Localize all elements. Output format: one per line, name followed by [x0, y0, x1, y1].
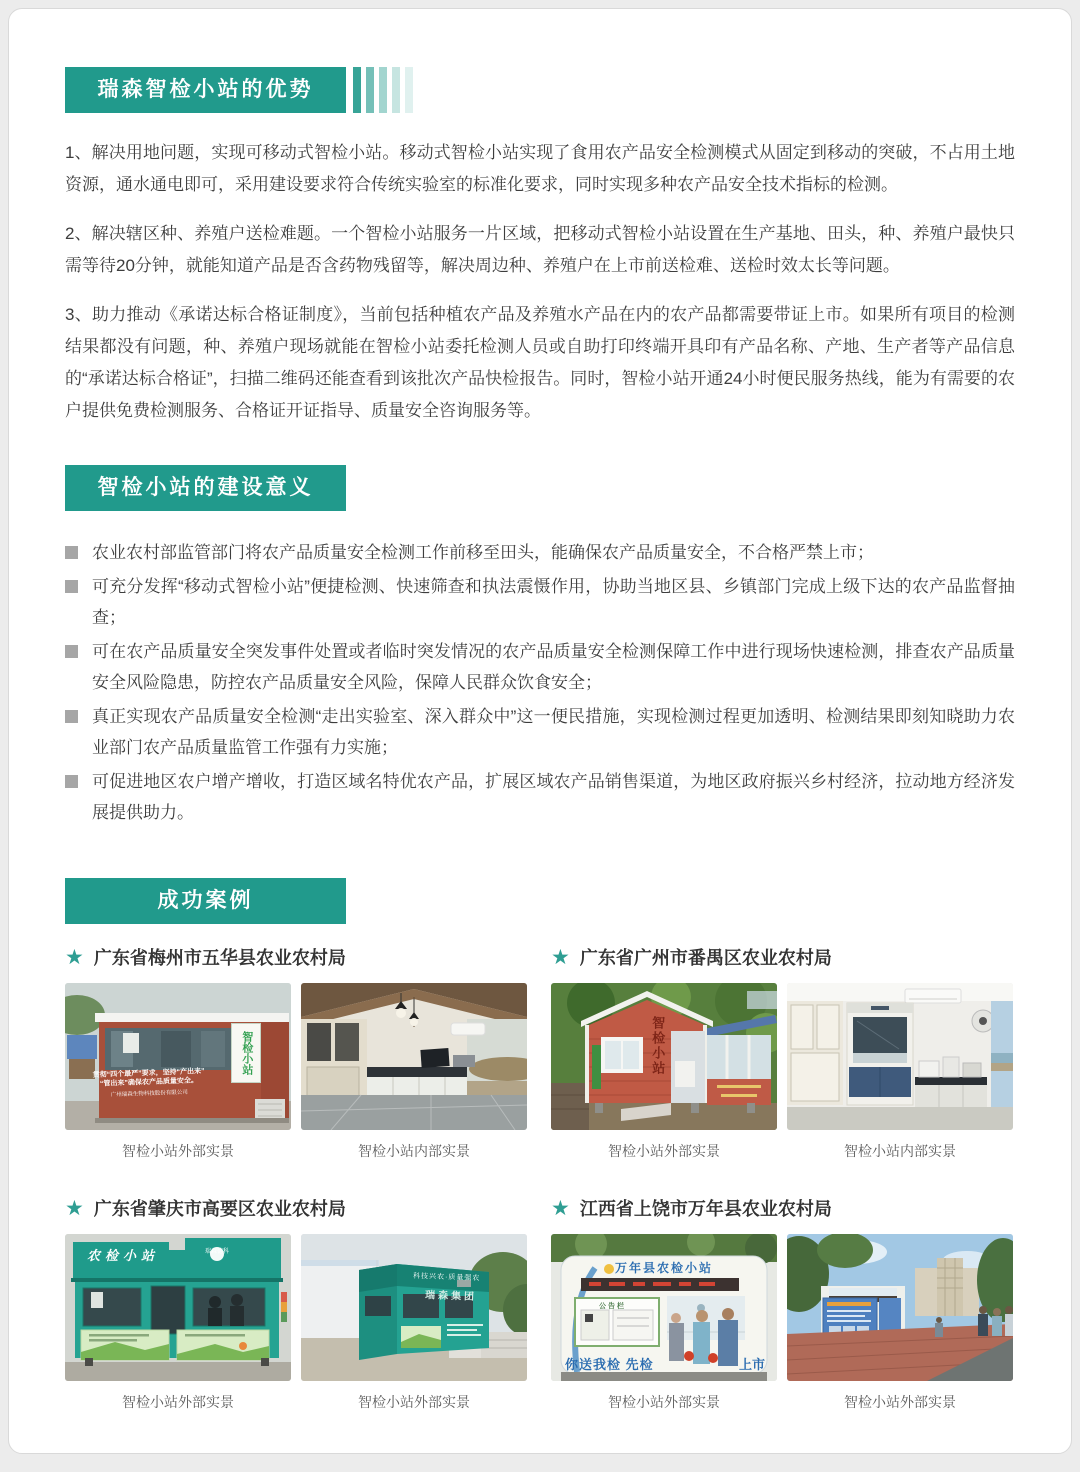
- station-sign: 智检小站: [231, 1023, 261, 1083]
- case-row-2: [65, 1195, 1015, 1412]
- square-bullet-icon: [65, 710, 78, 723]
- case-panyu: [551, 944, 1013, 1161]
- advantage-paragraph-1: 1、解决用地问题，实现可移动式智检小站。移动式智检小站实现了食用农产品安全检测模式从固定到移动的突破，不占用土地资源，通水通电即可，采用建设要求符合传统实验室的标准化要求，同时实现多种农产品安全技术指标的检测。: [65, 143, 1015, 194]
- photo-gaoyao-exterior-side: [301, 1234, 527, 1381]
- street-scene-illustration: [787, 1234, 1013, 1381]
- photo-caption: 智检小站外部实景: [608, 1143, 720, 1159]
- brand-label: 瑞森集团: [424, 1290, 478, 1303]
- square-bullet-icon: [65, 580, 78, 593]
- photo-caption: 智检小站外部实景: [358, 1394, 470, 1410]
- case-title: [65, 1195, 527, 1221]
- photo-caption: 智检小站内部实景: [844, 1143, 956, 1159]
- case-title: [551, 944, 1013, 970]
- square-bullet-icon: [65, 775, 78, 788]
- advantage-paragraph-3: 3、助力推动《承诺达标合格证制度》，当前包括种植农产品及养殖水产品在内的农产品都需要带证上市。如果所有项目的检测结果都没有问题，种、养殖户现场就能在智检小站委托检测人员或自助打印终端开具印有产品名称、产地、生产者等产品信息的“承诺达标合格证”，扫描二维码还能查看到该批次产品快检报告。同时，智检小站开通24小时便民服务热线，能为有需要的农户提供免费检测服务、合格证开证指导、质量安全咨询服务等。: [65, 305, 1015, 420]
- section-title-advantages: 瑞森智检小站的优势: [65, 67, 346, 113]
- significance-list: [65, 537, 1015, 828]
- advantage-paragraph-2: 2、解决辖区种、养殖户送检难题。一个智检小站服务一片区域，把移动式智检小站设置在生产基地、田头，种、养殖户最快只需等待20分钟，就能知道产品是否含药物残留等，解决周边种、养殖户在上市前送检难、送检时效太长等问题。: [65, 224, 1015, 275]
- station-sign: 智检小站: [650, 1016, 666, 1076]
- station-interior-illustration: [301, 983, 527, 1130]
- photo-caption: 智检小站外部实景: [122, 1143, 234, 1159]
- photo-caption: 智检小站外部实景: [122, 1394, 234, 1410]
- star-icon: ★: [65, 1196, 84, 1220]
- brand-label: 瑞森德科: [205, 1249, 230, 1255]
- slogan-text: 科技兴农·质量强农: [412, 1272, 481, 1283]
- list-item: 可促进地区农户增产增收，打造区域名特优农产品，扩展区域农产品销售渠道，为地区政府振兴乡村经济，拉动地方经济发展提供助力。: [65, 766, 1015, 828]
- bulletin-board-label: 公告栏: [599, 1303, 626, 1310]
- photo-caption: 智检小站外部实景: [608, 1394, 720, 1410]
- photo-wannian-street: [787, 1234, 1013, 1381]
- station-exterior-illustration: [301, 1234, 527, 1381]
- station-interior-illustration: [787, 983, 1013, 1130]
- photo-panyu-interior: [787, 983, 1013, 1130]
- case-name: 江西省上饶市万年县农业农村局: [579, 1199, 832, 1219]
- star-icon: ★: [551, 1196, 570, 1220]
- document-card: [8, 8, 1072, 1454]
- case-title: [551, 1195, 1013, 1221]
- photo-wannian-front: [551, 1234, 777, 1381]
- case-row-1: [65, 944, 1015, 1161]
- case-title: [65, 944, 527, 970]
- roof-sign: 农检小站: [87, 1248, 160, 1263]
- photo-gaoyao-exterior-front: [65, 1234, 291, 1381]
- list-item: 真正实现农产品质量安全检测“走出实验室、深入群众中”这一便民措施，实现检测过程更加透明、检测结果即刻知晓助力农业部门农产品质量监管工作强有力实施；: [65, 701, 1015, 763]
- photo-caption: 智检小站外部实景: [844, 1394, 956, 1410]
- star-icon: ★: [65, 945, 84, 969]
- star-icon: ★: [551, 945, 570, 969]
- slogan-left: 你送我检 先检: [565, 1357, 654, 1372]
- advantages-header: [65, 67, 1015, 113]
- section-title-significance: 智检小站的建设意义: [65, 465, 346, 511]
- section-title-cases: 成功案例: [65, 878, 346, 924]
- case-wuhua: [65, 944, 527, 1161]
- case-name: 广东省梅州市五华县农业农村局: [93, 948, 346, 968]
- photo-wuhua-interior: [301, 983, 527, 1130]
- square-bullet-icon: [65, 546, 78, 559]
- photo-panyu-exterior: [551, 983, 777, 1130]
- wall-slogan: 贯彻“四个最严”要求，坚持“产出来” “管出来”确保农产品质量安全。 广州瑞森生物科技股份有限公司: [92, 1068, 205, 1098]
- square-bullet-icon: [65, 645, 78, 658]
- case-name: 广东省广州市番禺区农业农村局: [579, 948, 832, 968]
- list-item: 农业农村部监管部门将农产品质量安全检测工作前移至田头，能确保农产品质量安全，不合格严禁上市；: [65, 537, 1015, 568]
- list-item: 可充分发挥“移动式智检小站”便捷检测、快速筛查和执法震慑作用，协助当地区县、乡镇部门完成上级下达的农产品监督抽查；: [65, 571, 1015, 633]
- case-wannian: [551, 1195, 1013, 1412]
- case-gaoyao: [65, 1195, 527, 1412]
- station-header-sign: 万年县农检小站: [614, 1261, 713, 1275]
- slogan-right: 上市: [738, 1357, 765, 1372]
- case-name: 广东省肇庆市高要区农业农村局: [93, 1199, 346, 1219]
- banner-stripes-decoration: [353, 67, 413, 113]
- photo-wuhua-exterior: [65, 983, 291, 1130]
- list-item: 可在农产品质量安全突发事件处置或者临时突发情况的农产品质量安全检测保障工作中进行现场快速检测，排查农产品质量安全风险隐患，防控农产品质量安全风险，保障人民群众饮食安全；: [65, 636, 1015, 698]
- photo-caption: 智检小站内部实景: [358, 1143, 470, 1159]
